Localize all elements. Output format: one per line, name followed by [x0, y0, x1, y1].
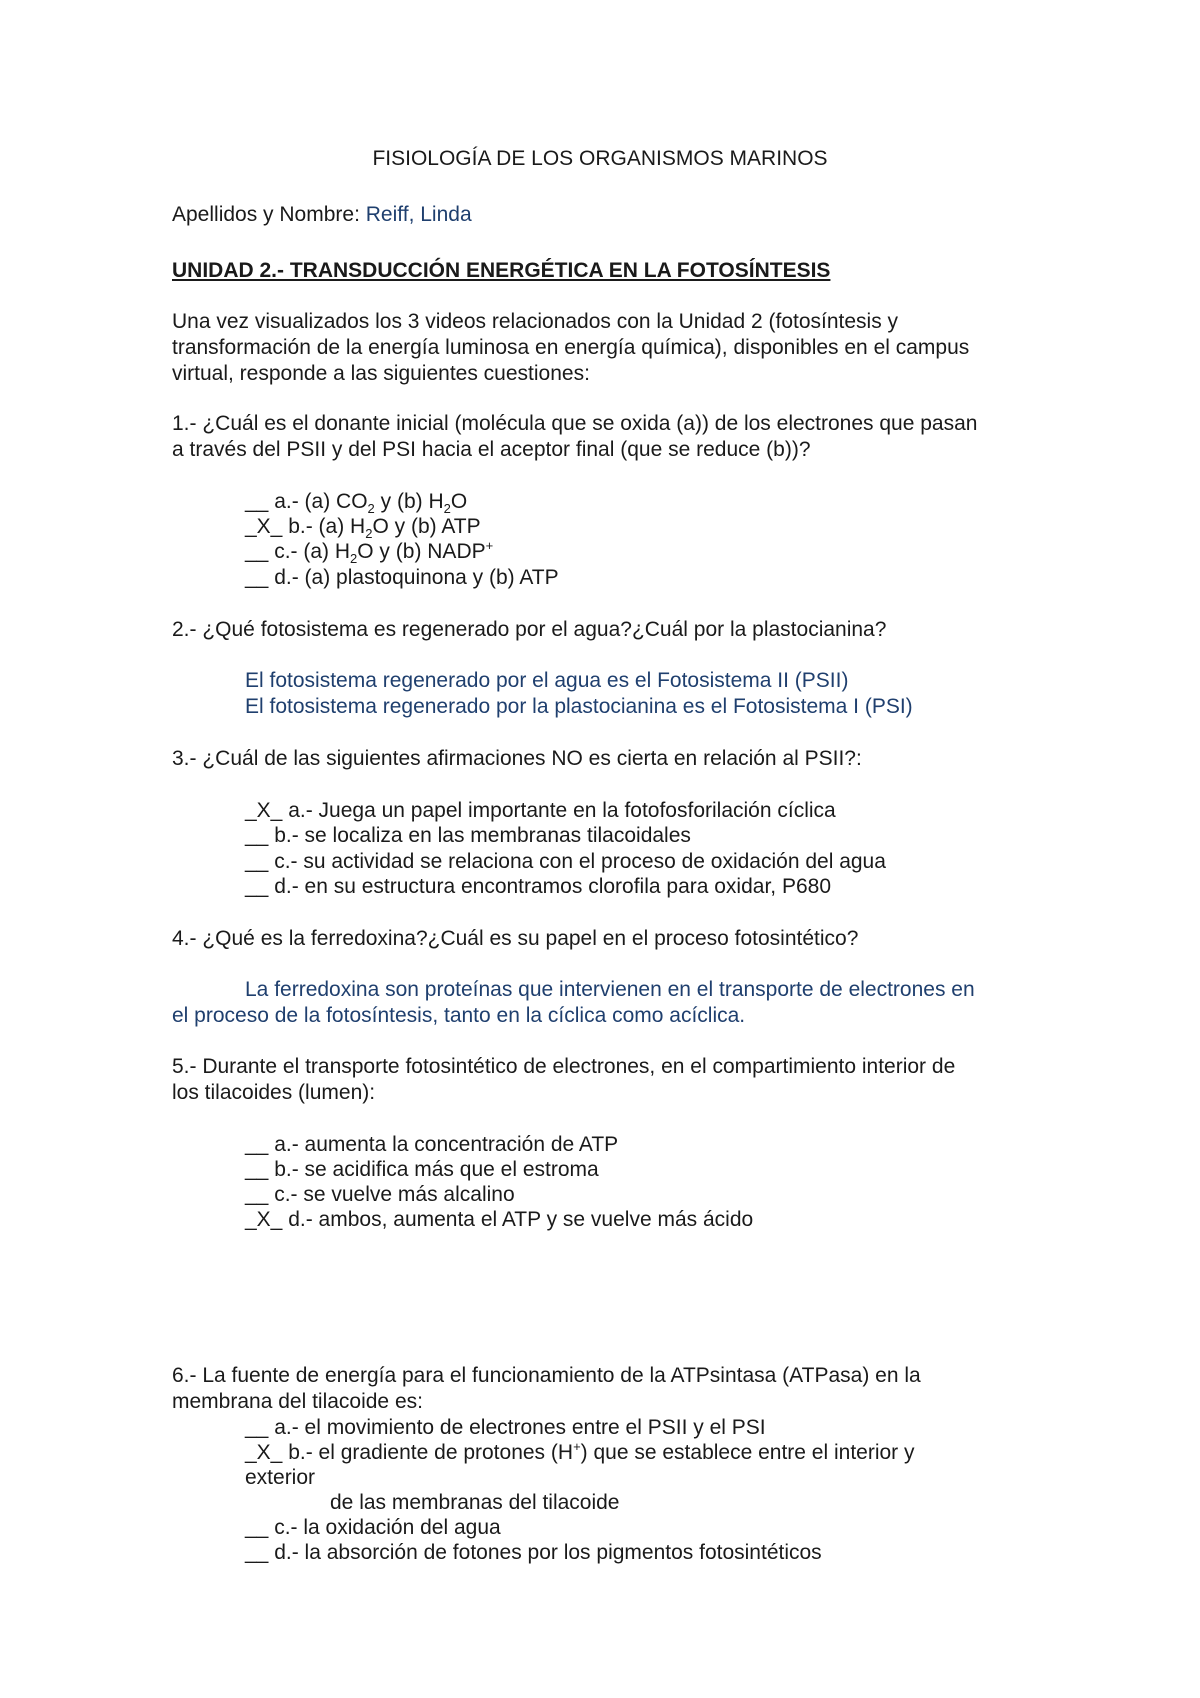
q6-option-a-text: a.- el movimiento de electrones entre el PSII y el PSI [274, 1416, 766, 1439]
q3-option-c-text: c.- su actividad se relaciona con el proceso de oxidación del agua [274, 850, 886, 873]
q6-line-2: membrana del tilacoide es: [172, 1390, 423, 1413]
q3-option-a-text: a.- Juega un papel importante en la fotofosforilación cíclica [288, 799, 836, 822]
intro-line-3: virtual, responde a las siguientes cuestiones: [172, 362, 590, 385]
q5-option-b-text: b.- se acidifica más que el estroma [274, 1158, 599, 1181]
q5-option-c-mark: __ [245, 1183, 269, 1206]
q5-option-b [245, 1157, 599, 1183]
q3-option-c-mark: __ [245, 850, 269, 873]
q1-option-d-text: d.- (a) plastoquinona y (b) ATP [274, 566, 559, 589]
q1-line-2: a través del PSII y del PSI hacia el aceptor final (que se reduce (b))? [172, 438, 811, 461]
q5-option-a [245, 1132, 618, 1158]
q6-option-c-mark: __ [245, 1516, 269, 1539]
q6-option-a [245, 1415, 766, 1441]
q3-question: 3.- ¿Cuál de las siguientes afirmaciones NO es cierta en relación al PSII?: [172, 747, 862, 770]
q1-option-a [245, 489, 467, 515]
q3-option-b [245, 823, 691, 849]
q5-option-b-mark: __ [245, 1158, 269, 1181]
q6-option-d-text: d.- la absorción de fotones por los pigmentos fotosintéticos [274, 1541, 822, 1564]
q5-option-a-mark: __ [245, 1133, 269, 1156]
q1-option-d [245, 565, 559, 591]
q1-option-b [245, 514, 481, 540]
intro-line-2: transformación de la energía luminosa en energía química), disponibles en el campus [172, 336, 970, 359]
q1-option-c [245, 539, 493, 565]
intro-line-1: Una vez visualizados los 3 videos relacionados con la Unidad 2 (fotosíntesis y [172, 310, 899, 333]
q1-option-c-mark: __ [245, 540, 269, 563]
q1-option-b-mark: _X_ [245, 515, 283, 538]
q6-option-b [245, 1440, 915, 1466]
q4-answer-2: el proceso de la fotosíntesis, tanto en la cíclica como acíclica. [172, 1004, 746, 1027]
q6-option-d [245, 1540, 822, 1566]
q6-option-b-mark: _X_ [245, 1441, 283, 1464]
q5-option-d [245, 1207, 753, 1233]
q1-option-a-text: a.- (a) $CO_2$ y (b) $H_2O$ [274, 490, 468, 517]
document-title: FISIOLOGÍA DE LOS ORGANISMOS MARINOS [372, 147, 828, 170]
q5-line-2: los tilacoides (lumen): [172, 1081, 376, 1104]
q2-answer-1: El fotosistema regenerado por el agua es el Fotosistema II (PSII) [245, 669, 849, 692]
q3-option-d-text: d.- en su estructura encontramos clorofila para oxidar, P680 [274, 875, 832, 898]
q5-option-c [245, 1182, 515, 1208]
q1-option-c-text: c.- (a) $H_2O$ y (b) NADP+ [274, 538, 494, 567]
q3-option-c [245, 849, 886, 875]
q6-option-b-continuation-2: de las membranas del tilacoide [330, 1491, 620, 1514]
q3-option-b-text: b.- se localiza en las membranas tilacoidales [274, 824, 691, 847]
q1-option-b-text: b.- (a) $H_2O$ y (b) ATP [288, 515, 481, 542]
q6-option-a-mark: __ [245, 1416, 269, 1439]
name-label: Apellidos y Nombre: [172, 203, 360, 226]
q6-option-b-text: b.- el gradiente de protones (H+) que se establece entre el interior y [288, 1439, 915, 1464]
name-value: Reiff, Linda [365, 203, 472, 226]
q6-option-d-mark: __ [245, 1541, 269, 1564]
q1-option-d-mark: __ [245, 566, 269, 589]
q1-option-a-mark: __ [245, 490, 269, 513]
q2-question: 2.- ¿Qué fotosistema es regenerado por el agua?¿Cuál por la plastocianina? [172, 618, 887, 641]
q3-option-b-mark: __ [245, 824, 269, 847]
q5-option-a-text: a.- aumenta la concentración de ATP [274, 1133, 619, 1156]
q3-option-a-mark: _X_ [245, 799, 283, 822]
q4-question: 4.- ¿Qué es la ferredoxina?¿Cuál es su papel en el proceso fotosintético? [172, 927, 859, 950]
q5-line-1: 5.- Durante el transporte fotosintético de electrones, en el compartimiento interior de [172, 1055, 956, 1078]
q6-line-1: 6.- La fuente de energía para el funcionamiento de la ATPsintasa (ATPasa) en la [172, 1364, 921, 1387]
name-line [172, 202, 472, 228]
q6-option-c-text: c.- la oxidación del agua [274, 1516, 501, 1539]
q6-option-c [245, 1515, 501, 1541]
q5-option-c-text: c.- se vuelve más alcalino [274, 1183, 515, 1206]
q6-option-b-continuation-1: exterior [245, 1466, 316, 1489]
q4-answer-1: La ferredoxina son proteínas que intervienen en el transporte de electrones en [245, 978, 975, 1001]
q3-option-a [245, 798, 836, 824]
q2-answer-2: El fotosistema regenerado por la plastocianina es el Fotosistema I (PSI) [245, 695, 913, 718]
q5-option-d-text: d.- ambos, aumenta el ATP y se vuelve más ácido [288, 1208, 754, 1231]
unit-title: UNIDAD 2.- TRANSDUCCIÓN ENERGÉTICA EN LA FOTOSÍNTESIS [172, 259, 831, 282]
q1-line-1: 1.- ¿Cuál es el donante inicial (molécula que se oxida (a)) de los electrones que pasan [172, 412, 978, 435]
q3-option-d [245, 874, 831, 900]
q3-option-d-mark: __ [245, 875, 269, 898]
q5-option-d-mark: _X_ [245, 1208, 283, 1231]
